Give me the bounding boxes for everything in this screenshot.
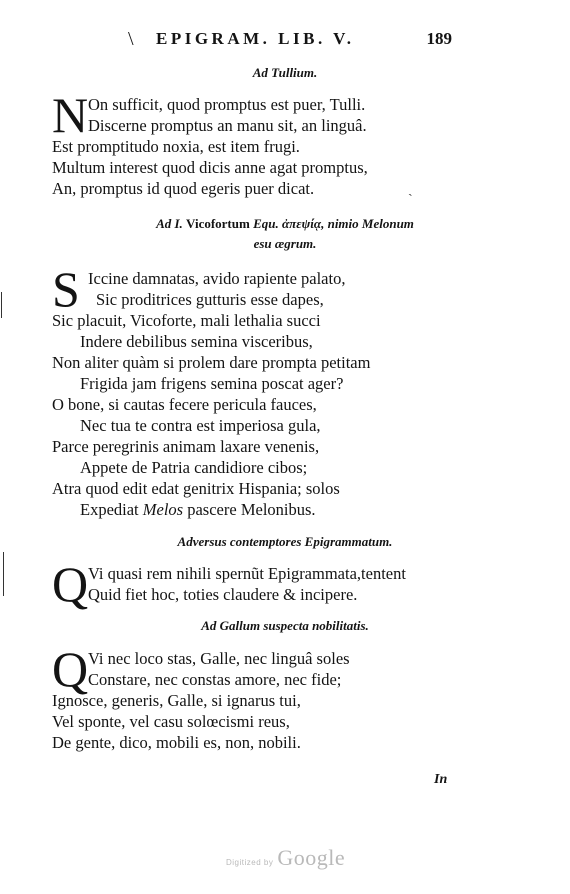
drop-cap: Q [52, 641, 89, 697]
drop-cap: N [52, 87, 89, 143]
verse-line: Sic proditrices gutturis esse dapes, [96, 290, 324, 309]
verse-line: De gente, dico, mobili es, non, nobili. [52, 733, 301, 752]
poem-ad-vicofortum [52, 261, 452, 520]
poem-title: Ad Gallum suspecta nobilitatis. [201, 618, 369, 633]
poem-title: Ad Tullium. [252, 65, 318, 80]
poem-title [0, 216, 570, 232]
verse-line: Est promptitudo noxia, est item frugi. [52, 137, 300, 156]
poem-title-rest: Equ. ἀπεψίᾳ, nimio Melonum [253, 216, 414, 231]
drop-cap: S [52, 261, 80, 317]
verse-line: Non aliter quàm si prolem dare prompta petitam [52, 353, 371, 372]
catchword: In [434, 772, 448, 787]
margin-mark [1, 292, 2, 318]
verse-line: O bone, si cautas fecere pericula fauces, [52, 395, 317, 414]
drop-cap: Q [52, 556, 89, 612]
digitized-watermark [226, 845, 366, 871]
verse-line [52, 499, 452, 520]
poem-adversus-contemptores [52, 556, 452, 612]
verse-line: Iccine damnatas, avido rapiente palato, [88, 269, 346, 288]
verse-line: An, promptus id quod egeris puer dicat. [52, 179, 315, 198]
verse-line: Sic placuit, Vicoforte, mali lethalia succi [52, 311, 321, 330]
poem-title-name: Vicofortum [186, 216, 250, 231]
verse-line: Ignosce, generis, Galle, si ignarus tui, [52, 691, 301, 710]
verse-italic-word: Melos [142, 500, 184, 519]
poem-title: Adversus contemptores Epigrammatum. [177, 534, 393, 549]
verse-line: Atra quod edit edat genitrix Hispania; solos [52, 479, 340, 498]
poem-ad-gallum [52, 641, 452, 753]
header-mark: \ [128, 28, 134, 50]
verse-line: Parce peregrinis animam laxare venenis, [52, 437, 320, 456]
poem-title-line2: esu ægrum. [253, 236, 317, 251]
verse-line: On sufficit, quod promptus est puer, Tulli. [88, 95, 366, 114]
verse-text: Expediat [80, 500, 139, 519]
verse-line: Constare, nec constas amore, nec fide; [88, 670, 342, 689]
watermark-logo: Google [277, 845, 346, 870]
verse-line: Multum interest quod dicis anne agat promptus, [52, 158, 368, 177]
watermark-small: Digitized by [226, 858, 274, 867]
verse-line: Indere debilibus semina visceribus, [80, 332, 313, 351]
page-number: 189 [426, 29, 452, 48]
verse-line: Vel sponte, vel casu solœcismi reus, [52, 712, 290, 731]
verse-line: Vi quasi rem nihili spernũt Epigrammata,tentent [88, 564, 406, 583]
verse-text: pascere Melonibus. [187, 500, 316, 519]
verse-line: Nec tua te contra est imperiosa gula, [80, 416, 321, 435]
page-header [128, 26, 458, 52]
stray-mark: ˏ [408, 182, 413, 197]
poem-title-prefix: Ad I. [156, 216, 183, 231]
verse-line: Vi nec loco stas, Galle, nec linguâ soles [88, 649, 350, 668]
running-head: EPIGRAM. LIB. V. [156, 29, 355, 48]
verse-line: Appete de Patria candidiore cibos; [80, 458, 308, 477]
poem-ad-tullium [52, 87, 452, 199]
verse-line: Frigida jam frigens semina poscat ager? [80, 374, 344, 393]
verse-line: Discerne promptus an manu sit, an linguâ. [88, 116, 367, 135]
verse-line: Quid fiet hoc, toties claudere & incipere. [88, 585, 358, 604]
margin-mark [3, 552, 4, 596]
